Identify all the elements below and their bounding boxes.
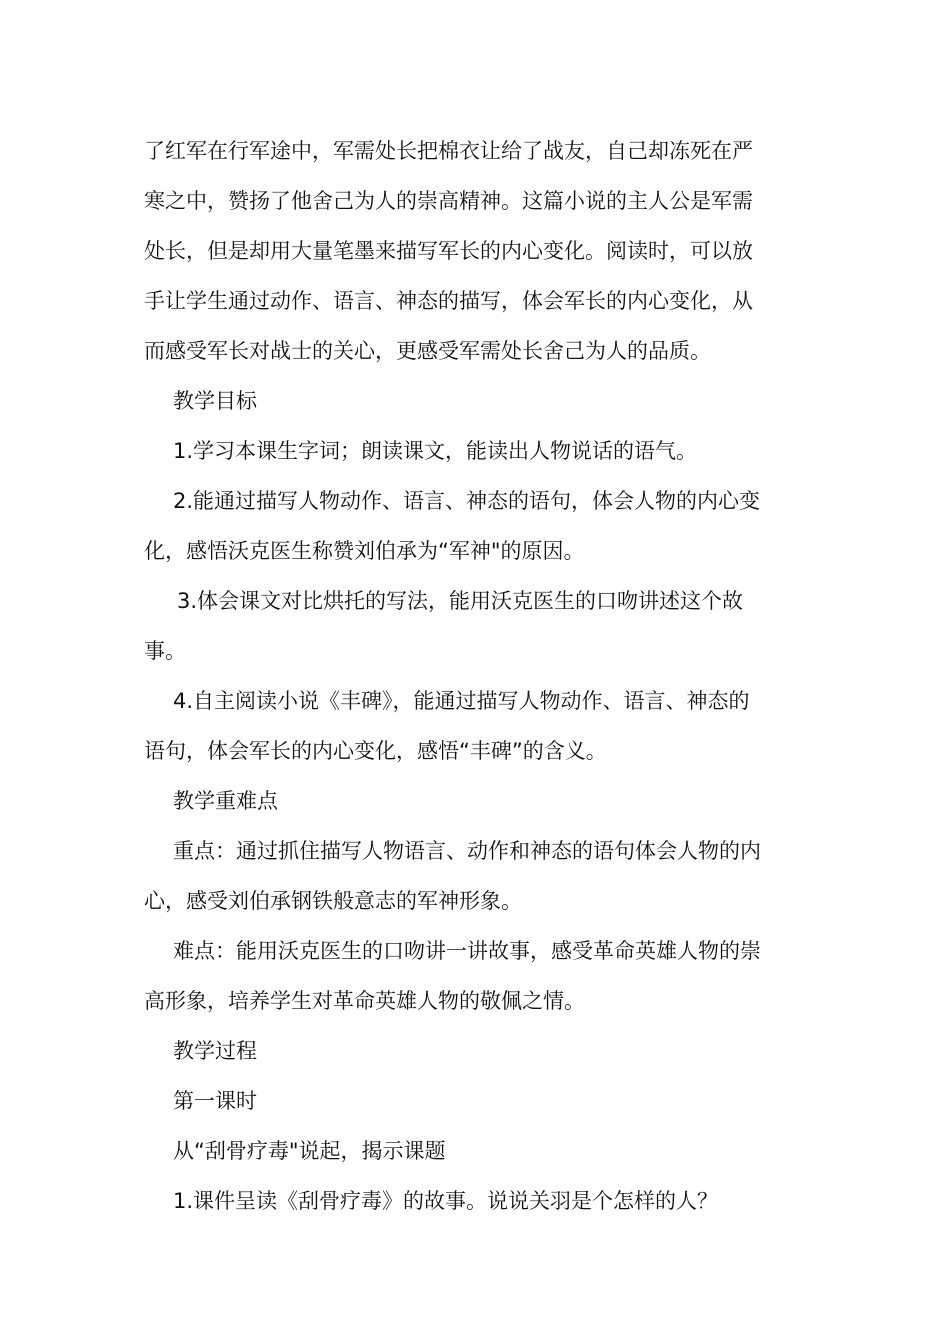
section-heading-teaching-goals: 教学目标 — [173, 389, 257, 413]
lesson-intro: 从“刮骨疗毒"说起，揭示课题 — [173, 1139, 446, 1163]
paragraph-line: 而感受军长对战士的关心，更感受军需处长舍己为人的品质。 — [144, 339, 711, 363]
goal-item-2: 2.能通过描写人物动作、语言、神态的语句，体会人物的内心变 — [173, 489, 761, 513]
difficult-point: 难点：能用沃克医生的口吻讲一讲故事，感受革命英雄人物的崇 — [173, 939, 761, 963]
goal-item-3-continued: 事。 — [144, 639, 186, 663]
key-point-continued: 心，感受刘伯承钢铁般意志的军神形象。 — [144, 889, 522, 913]
goal-item-2-continued: 化，感悟沃克医生称赞刘伯承为“军神"的原因。 — [144, 539, 585, 563]
paragraph-line: 处长，但是却用大量笔墨来描写军长的内心变化。阅读时，可以放 — [144, 239, 753, 263]
section-heading-key-points: 教学重难点 — [173, 789, 278, 813]
goal-item-1: 1.学习本课生字词；朗读课文，能读出人物说话的语气。 — [173, 439, 698, 463]
paragraph-line: 寒之中，赞扬了他舍己为人的崇高精神。这篇小说的主人公是军需 — [144, 189, 753, 213]
document-body — [144, 126, 812, 1226]
difficult-point-continued: 高形象，培养学生对革命英雄人物的敬佩之情。 — [144, 989, 585, 1013]
paragraph-line: 了红军在行军途中，军需处长把棉衣让给了战友，自己却冻死在严 — [144, 139, 753, 163]
goal-item-4-continued: 语句，体会军长的内心变化，感悟“丰碑”的含义。 — [144, 739, 607, 763]
section-heading-teaching-process: 教学过程 — [173, 1039, 257, 1063]
lesson-step-1: 1.课件呈读《刮骨疗毒》的故事。说说关羽是个怎样的人？ — [173, 1189, 719, 1213]
goal-item-3: 3.体会课文对比烘托的写法，能用沃克医生的口吻讲述这个故 — [177, 589, 744, 613]
lesson-heading: 第一课时 — [173, 1089, 257, 1113]
goal-item-4: 4.自主阅读小说《丰碑》，能通过描写人物动作、语言、神态的 — [173, 689, 750, 713]
key-point: 重点：通过抓住描写人物语言、动作和神态的语句体会人物的内 — [173, 839, 761, 863]
paragraph-line: 手让学生通过动作、语言、神态的描写，体会军长的内心变化，从 — [144, 289, 753, 313]
